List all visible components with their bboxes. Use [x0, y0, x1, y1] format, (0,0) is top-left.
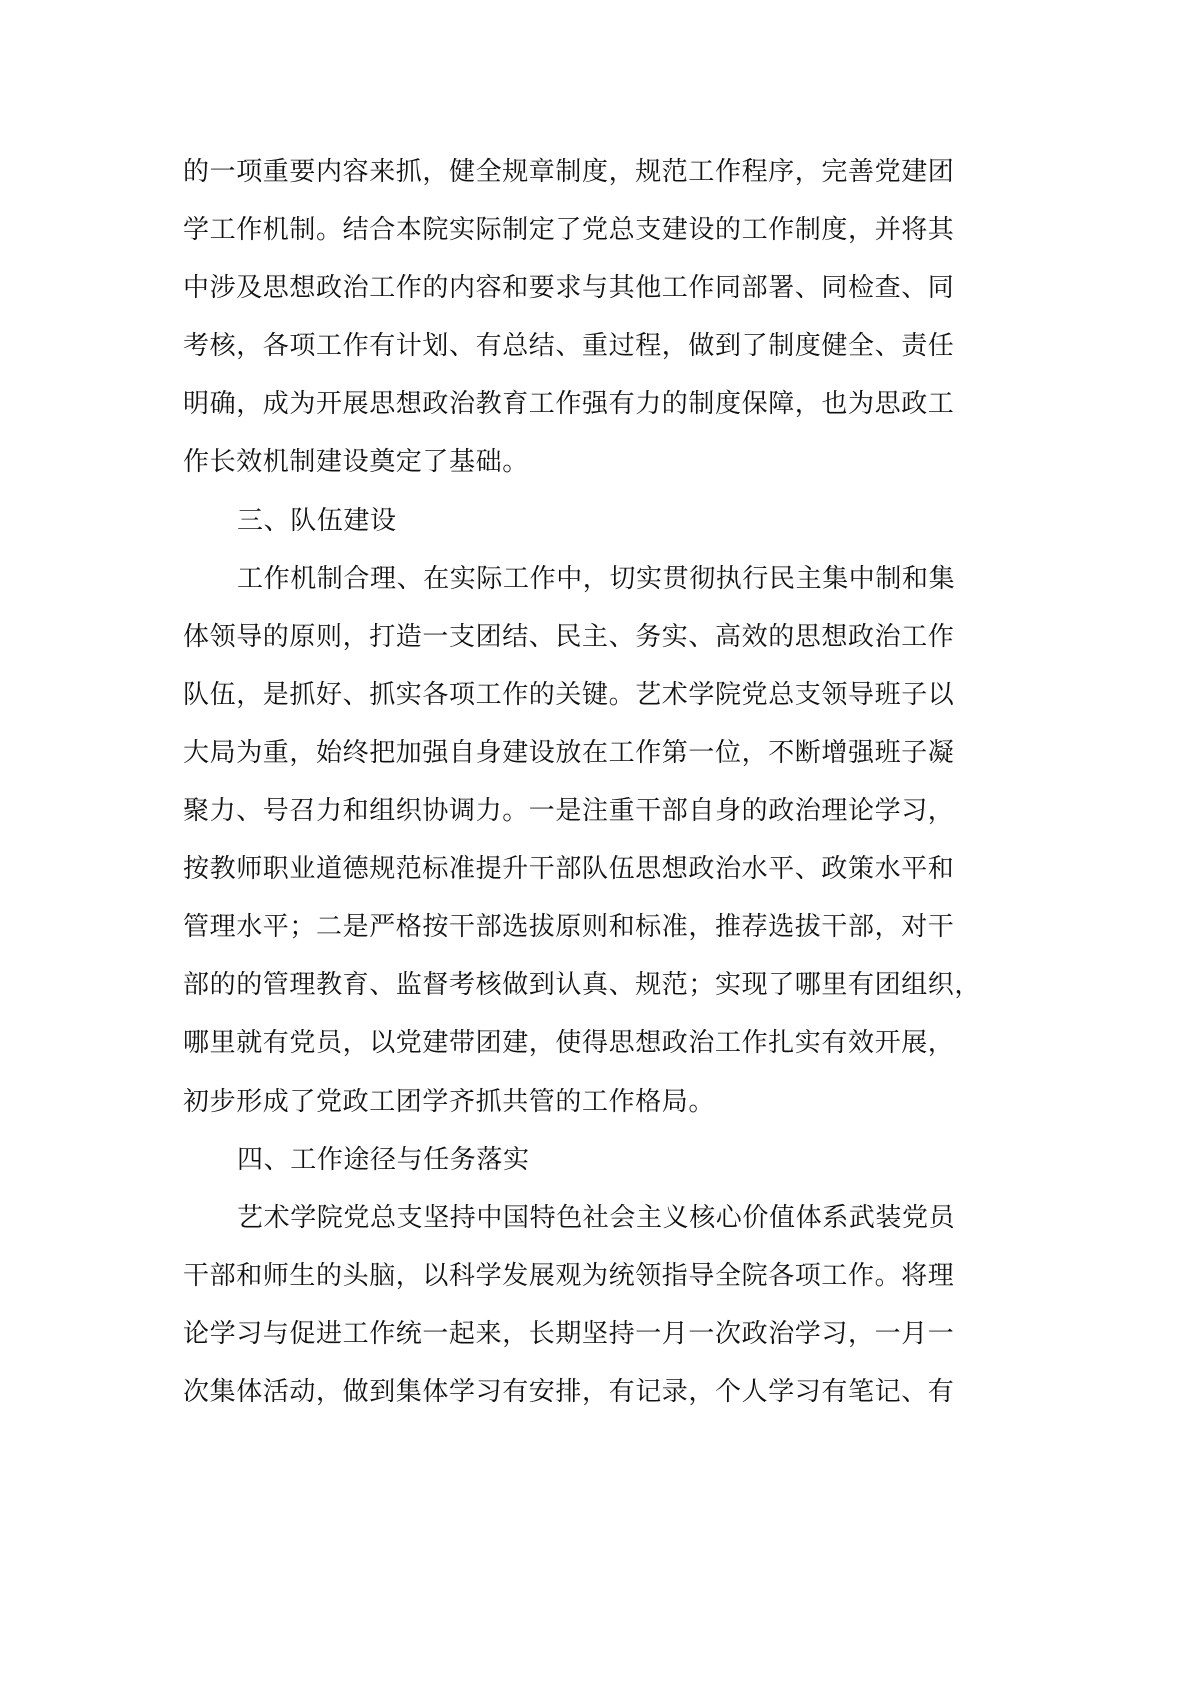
text-line: 部的的管理教育、监督考核做到认真、规范；实现了哪里有团组织， [183, 970, 982, 1001]
text-line: 中涉及思想政治工作的内容和要求与其他工作同部署、同检查、同 [183, 273, 955, 304]
text-line: 队伍，是抓好、抓实各项工作的关键。艺术学院党总支领导班子以 [183, 679, 955, 710]
text-line: 初步形成了党政工团学齐抓共管的工作格局。 [183, 1086, 716, 1117]
text-line: 学工作机制。结合本院实际制定了党总支建设的工作制度，并将其 [183, 215, 955, 246]
text-line: 聚力、号召力和组织协调力。一是注重干部自身的政治理论学习， [183, 796, 955, 827]
text-line: 论学习与促进工作统一起来，长期坚持一月一次政治学习，一月一 [183, 1318, 955, 1349]
text-line: 按教师职业道德规范标准提升干部队伍思想政治水平、政策水平和 [183, 854, 955, 885]
section-heading-team-building: 三、队伍建设 [237, 505, 397, 536]
section-heading-work-approach: 四、工作途径与任务落实 [237, 1144, 530, 1175]
text-line: 体领导的原则，打造一支团结、民主、务实、高效的思想政治工作 [183, 621, 955, 652]
document-body [183, 143, 1063, 1421]
text-line: 干部和师生的头脑，以科学发展观为统领指导全院各项工作。将理 [183, 1260, 955, 1291]
text-line: 的一项重要内容来抓，健全规章制度，规范工作程序，完善党建团 [183, 157, 955, 187]
text-line: 作长效机制建设奠定了基础。 [183, 447, 529, 478]
text-line: 大局为重，始终把加强自身建设放在工作第一位，不断增强班子凝 [183, 737, 955, 768]
text-line: 管理水平；二是严格按干部选拔原则和标准，推荐选拔干部，对干 [183, 912, 955, 943]
text-line: 次集体活动，做到集体学习有安排，有记录，个人学习有笔记、有 [183, 1376, 955, 1407]
text-line: 艺术学院党总支坚持中国特色社会主义核心价值体系武装党员 [237, 1202, 956, 1233]
text-line: 考核，各项工作有计划、有总结、重过程，做到了制度健全、责任 [183, 331, 955, 362]
text-line: 哪里就有党员，以党建带团建，使得思想政治工作扎实有效开展， [183, 1028, 955, 1059]
text-line: 工作机制合理、在实际工作中，切实贯彻执行民主集中制和集 [237, 563, 956, 594]
text-line: 明确，成为开展思想政治教育工作强有力的制度保障，也为思政工 [183, 389, 955, 420]
